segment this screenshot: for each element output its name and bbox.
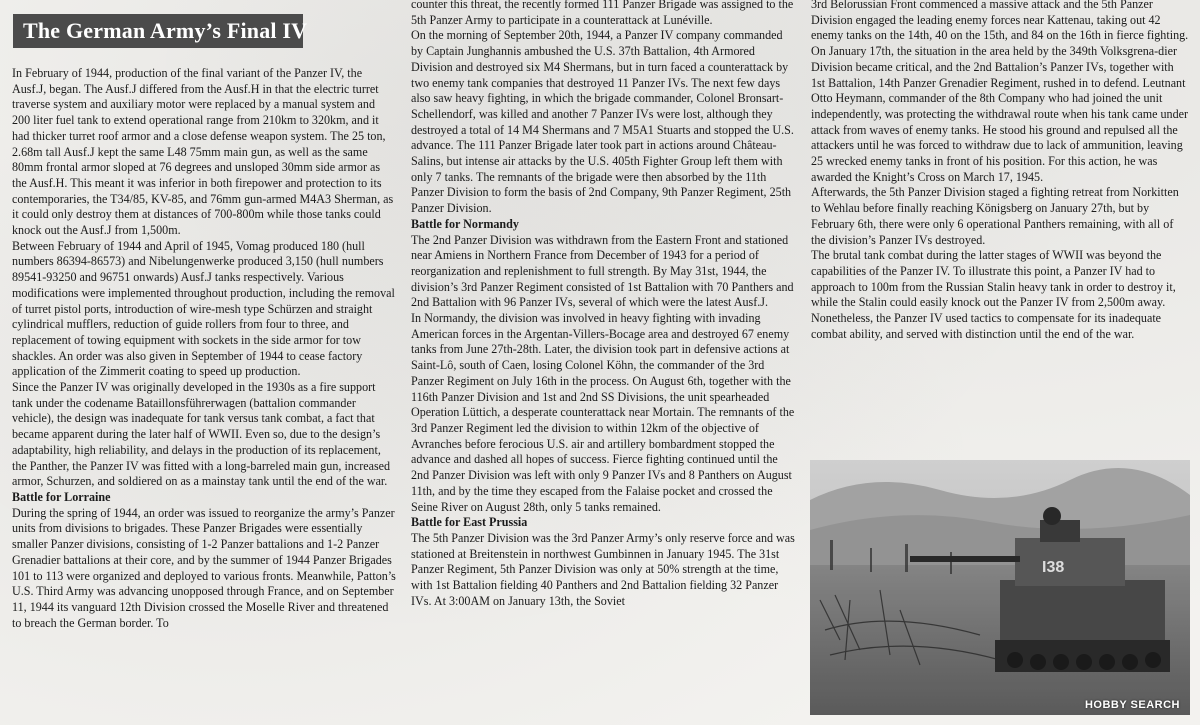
page-title: The German Army’s Final IV <box>13 14 303 48</box>
paragraph: counter this threat, the recently formed 111 Panzer Brigade was assigned to the 5th Panzer Army to participate in a counterattack at Lunéville. <box>411 0 794 27</box>
paragraph: In February of 1944, production of the final variant of the Panzer IV, the Ausf.J, began. The Ausf.J differed from the Ausf.H in that the electric turret traverse system and auxiliary motor were replaced by a manual system and 200 liter fuel tank to extend operational range from 210km to 320km, and it had thicker turret roof armor and a close defense weapon system. The 25 ton, 2.68m tall Ausf.J kept the same L48 75mm main gun, as well as the same 80mm frontal armor sloped at 76 degrees and unsloped 30mm side armor as the Ausf.H. This meant it was inferior in both firepower and protection to its contemporaries, the T34/85, KV-85, and 76mm gun-armed M4A3 Sherman, as it could only destroy them at distances of 700-800m while those tanks could knock out the Ausf.J from 1,500m. <box>12 66 394 238</box>
paragraph: 3rd Belorussian Front commenced a massive attack and the 5th Panzer Division engaged the leading enemy forces near Kattenau, taking out 42 enemy tanks on the 14th, 40 on the 15th, and 84 on the 16th in fierce fighting. <box>811 0 1189 43</box>
tank-photograph <box>810 460 1190 715</box>
paragraph: On January 17th, the situation in the area held by the 349th Volksgrena-dier Division became critical, and the 2nd Battalion’s Panzer IVs, together with 1st Battalion, 14th Panzer Grenadier Regiment, rushed in to defend. Leutnant Otto Heymann, commander of the 8th Company who had joined the unit independently, was protecting the withdrawal route when his tank came under attack from waves of enemy tanks. He stood his ground and repulsed all the attackers until he was forced to withdraw due to lack of ammunition, leaving 25 wrecked enemy tanks in front of his position. For this action, he was awarded the Knight’s Cross on March 17, 1945. <box>811 44 1189 184</box>
text-column-1 <box>12 66 396 722</box>
paragraph: Afterwards, the 5th Panzer Division staged a fighting retreat from Norkitten to Wehlau before finally reaching Königsberg on January 27th, but by February 6th, there were only 6 operational Panthers remaining, with all of the division’s Panzer IVs destroyed. <box>811 185 1179 247</box>
section-heading-east-prussia: Battle for East Prussia <box>411 515 528 530</box>
paragraph: During the spring of 1944, an order was issued to reorganize the army’s Panzer units from divisions to brigades. These Panzer Brigades were essentially smaller Panzer divisions, consisting of 1-2 Panzer battalions and 1-2 Panzer Grenadier battalions at their core, and by the summer of 1944 Panzer Brigades 101 to 113 were organized and deployed to various fronts. Meanwhile, Patton’s U.S. Third Army was advancing unopposed through France, and on September 11, 1944 its vanguard 12th Division crossed the Moselle River and threatened to breach the German border. To <box>12 505 396 630</box>
paragraph: On the morning of September 20th, 1944, a Panzer IV company commanded by Captain Junghannis ambushed the U.S. 37th Battalion, 4th Armored Division and destroyed six M4 Shermans, but in turn faced a counterattack by two enemy tank companies that destroyed 11 Panzer IVs. The next few days also saw heavy fighting, in which the brigade commander, Colonel Bronsart-Schellendorf, was killed and another 7 Panzer IVs were lost, although they destroyed a total of 14 M4 Shermans and 7 M5A1 Stuarts and stopped the U.S. advance. The 111 Panzer Brigade later took part in actions around Château-Salins, but intense air attacks by the U.S. 405th Fighter Group left them with only 7 tanks. The remnants of the brigade were then absorbed by the 11th Panzer Division to form the basis of 2nd Company, 9th Panzer Regiment, 25th Panzer Division. <box>411 28 794 216</box>
tank-hull-number: I38 <box>1042 559 1065 576</box>
text-column-3 <box>811 0 1189 417</box>
paragraph: The brutal tank combat during the latter stages of WWII was beyond the capabilities of the Panzer IV. To illustrate this point, a Panzer IV had to approach to 100m from the Russian Stalin heavy tank in order to destroy it, while the Stalin could easily knock out the Panzer IV from 2,500m away. Nonetheless, the Panzer IV used tactics to compensate for its inadequate combat ability, and served with distinction until the end of the war. <box>811 248 1176 341</box>
paragraph: The 2nd Panzer Division was withdrawn from the Eastern Front and stationed near Amiens in Northern France from December of 1943 for a period of reorganization and replenishment to full strength. By May 31st, 1944, the division’s 3rd Panzer Regiment consisted of 1st Battalion with 70 Panthers and 2nd Battalion with 96 Panzer IVs, several of which were the latest Ausf.J. <box>411 232 794 310</box>
text-column-2 <box>411 0 797 722</box>
section-heading-normandy: Battle for Normandy <box>411 216 519 231</box>
paragraph: Between February of 1944 and April of 1945, Vomag produced 180 (hull numbers 86394-86573) and Nibelungenwerke produced 3,150 (hull numbers 89541-93250 and 96751 onwards) Ausf.J tanks respectively. Various modifications were implemented throughout production, including the removal of turret pistol ports, introduction of wire-mesh type Schürzen and straight cylindrical mufflers, reduction of guide rollers from four to three, and replacement of towing equipment with sockets in the side armor for tow shackles. An order was also given in September of 1944 to cease factory application of the Zimmerit coating to speed up production. <box>12 238 395 379</box>
tank-photo-image <box>810 460 1190 715</box>
paragraph: In Normandy, the division was involved in heavy fighting with invading American forces in the Argentan-Villers-Bocage area and destroyed 67 enemy tanks from June 27th-28th. Later, the division took part in defensive actions at Saint-Lô, south of Caen, losing Colonel Köhn, the commander of the 3rd Panzer Regiment on July 16th in the process. On August 6th, together with the 116th Panzer Division and 1st and 2nd SS Divisions, the unit spearheaded Operation Lüttich, a desperate counterattack near Mortain. The remnants of the 3rd Panzer Regiment led the division to within 12km of the objective of Avranches before ferocious U.S. air and artillery bombardment stopped the advance and dashed all hopes of success. Fierce fighting continued until the 2nd Panzer Division was left with only 9 Panzer IVs and 8 Panthers on August 11th, and by the time they escaped from the Falaise pocket and crossed the Seine River on August 28th, only 5 tanks remained. <box>411 311 795 514</box>
paragraph: Since the Panzer IV was originally developed in the 1930s as a fire support tank under the codename Bataillonsführerwagen (battalion commander vehicle), the design was inadequate for tank versus tank combat, a fact that became apparent during the later half of WWII. Even so, due to the design’s adaptability, high reliability, and delays in the production of its replacement, the Panther, the Panzer IV was fitted with a long-barreled main gun, increased armor, Schurzen, and soldiered on as a mainstay tank until the end of the war. <box>12 380 391 489</box>
watermark-logo: HOBBY SEARCH <box>1084 699 1180 711</box>
paragraph: The 5th Panzer Division was the 3rd Panzer Army’s only reserve force and was stationed at Breitenstein in northwest Gumbinnen in January 1945. The 31st Panzer Regiment, 5th Panzer Division was only at 50% strength at the time, with 1st Battalion fielding 40 Panthers and 2nd Battalion fielding 32 Panzer IVs. At 3:00AM on January 13th, the Soviet <box>411 530 795 608</box>
section-heading-lorraine: Battle for Lorraine <box>12 489 111 504</box>
